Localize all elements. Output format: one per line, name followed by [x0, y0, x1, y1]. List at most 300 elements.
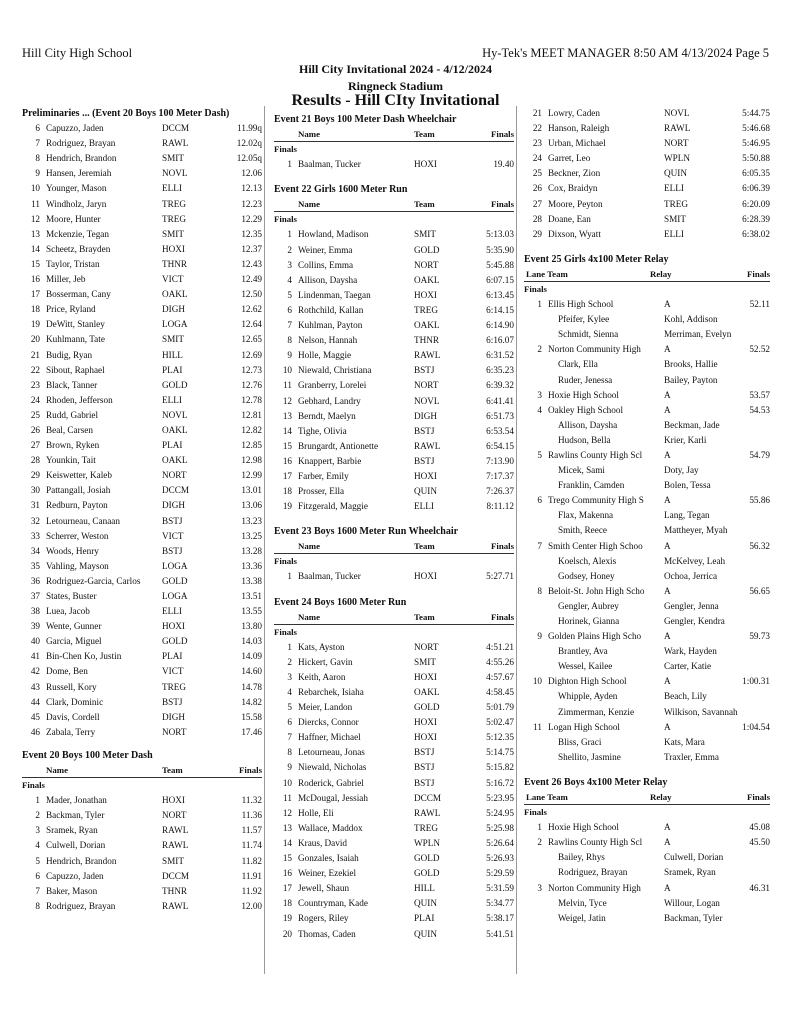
- finals-time: 6:28.39: [742, 213, 770, 224]
- finals-time: 12.69: [241, 349, 262, 360]
- relay-letter: A: [664, 822, 671, 833]
- meet-title: Hill City Invitational 2024 - 4/12/2024: [298, 62, 492, 76]
- result-row: [22, 793, 262, 808]
- finals-time: 5:31.59: [486, 883, 514, 894]
- athlete-name: Baalman, Tucker: [298, 159, 361, 170]
- column-header: Lane Team Relay Finals: [524, 267, 770, 282]
- runner-name: Melvin, Tyce: [558, 897, 607, 908]
- relay-members-row: [524, 554, 770, 569]
- athlete-name: Rodriguez, Brayan: [46, 900, 116, 911]
- place: 39: [30, 621, 40, 632]
- finals-time: 4:51.21: [486, 641, 514, 652]
- finals-time: 11.91: [241, 870, 262, 881]
- relay-letter: A: [664, 676, 671, 687]
- athlete-name: Mckenzie, Tegan: [46, 228, 109, 239]
- result-row: [22, 604, 262, 619]
- team-code: PLAI: [162, 364, 183, 375]
- team-code: DIGH: [162, 711, 185, 722]
- place: 1: [287, 641, 292, 652]
- finals-time: 5:25.98: [486, 822, 514, 833]
- result-row: [524, 121, 770, 136]
- finals-time: 5:45.88: [486, 259, 514, 270]
- relay-members-row: [524, 327, 770, 342]
- runner-name: Culwell, Dorian: [664, 852, 724, 863]
- result-row: [22, 302, 262, 317]
- relay-members-row: [524, 508, 770, 523]
- team-code: PLAI: [162, 440, 183, 451]
- place: 19: [30, 319, 40, 330]
- finals-time: 11.92: [241, 885, 262, 896]
- place: 26: [30, 424, 40, 435]
- place: 21: [30, 349, 40, 360]
- runner-name: Lang, Tegan: [664, 510, 710, 521]
- relay-members-row: [524, 599, 770, 614]
- finals-time: 13.23: [241, 515, 262, 526]
- team-code: TREG: [414, 822, 438, 833]
- runner-name: Wark, Hayden: [664, 646, 717, 657]
- result-row: [22, 649, 262, 664]
- column-header: Name Team Finals: [22, 763, 262, 778]
- athlete-name: Meier, Landon: [298, 702, 353, 713]
- finals-time: 6:54.15: [486, 440, 514, 451]
- team-name: Oakley High School: [548, 404, 624, 415]
- place: 9: [287, 762, 292, 773]
- place: 17: [30, 289, 40, 300]
- finals-time: 5:38.17: [486, 913, 514, 924]
- place: 14: [30, 243, 40, 254]
- finals-time: 54.53: [749, 404, 770, 415]
- result-row: [524, 212, 770, 227]
- athlete-name: Price, Ryland: [46, 304, 96, 315]
- athlete-name: Nelson, Hannah: [298, 335, 358, 346]
- relay-letter: A: [664, 449, 671, 460]
- relay-members-row: [524, 850, 770, 865]
- team-code: RAWL: [414, 350, 441, 361]
- place: 5: [287, 702, 292, 713]
- place: 20: [30, 334, 40, 345]
- finals-time: 7:26.37: [486, 486, 514, 497]
- athlete-name: Wallace, Maddox: [298, 822, 363, 833]
- athlete-name: Younkin, Tait: [46, 455, 96, 466]
- result-row: [274, 569, 514, 584]
- team-code: GOLD: [414, 853, 440, 864]
- athlete-name: Jewell, Shaun: [298, 883, 350, 894]
- relay-members-row: [524, 463, 770, 478]
- relay-members-row: [524, 896, 770, 911]
- runner-name: Allison, Daysha: [558, 419, 618, 430]
- relay-members-row: [524, 433, 770, 448]
- team-code: SMIT: [162, 334, 184, 345]
- runner-name: Mattheyer, Myah: [664, 525, 728, 536]
- column-header: Name Team Finals: [274, 197, 514, 212]
- result-row: [22, 664, 262, 679]
- place: 9: [537, 631, 542, 642]
- athlete-name: Brown, Ryken: [46, 440, 100, 451]
- athlete-name: Berndt, Maelyn: [298, 410, 356, 421]
- athlete-name: Rebarchek, Isiaha: [298, 687, 364, 697]
- finals-time: 11.82: [241, 855, 262, 866]
- place: 6: [287, 304, 292, 315]
- athlete-name: Brungardt, Antionette: [298, 440, 379, 451]
- runner-name: Clark, Ella: [558, 359, 598, 370]
- finals-time: 6:14.90: [486, 320, 514, 331]
- team-code: ELLI: [414, 501, 434, 512]
- team-code: OAKL: [414, 687, 440, 697]
- column-2: [274, 106, 514, 942]
- finals-time: 14.09: [241, 651, 262, 662]
- athlete-name: Beal, Carsen: [46, 424, 93, 435]
- finals-time: 5:16.72: [486, 777, 514, 788]
- athlete-name: Miller, Jeb: [46, 274, 86, 285]
- place: 8: [35, 153, 40, 164]
- results-title: Results - Hill CIty Invitational: [291, 92, 500, 109]
- finals-time: 12.78: [241, 394, 262, 405]
- team-name: Rawlins County High Scl: [548, 449, 643, 460]
- athlete-name: Roderick, Gabriel: [298, 777, 364, 788]
- runner-name: Shellito, Jasmine: [558, 751, 621, 762]
- relay-members-row: [524, 357, 770, 372]
- relay-letter: A: [664, 344, 671, 355]
- place: 18: [282, 898, 292, 909]
- finals-time: 12.73: [241, 364, 262, 375]
- team-code: DCCM: [162, 123, 190, 134]
- team-code: QUIN: [414, 928, 437, 939]
- finals-time: 13.51: [241, 591, 262, 601]
- place: 1: [537, 299, 542, 310]
- finals-time: 5:29.59: [486, 868, 514, 879]
- team-code: HOXI: [414, 717, 437, 728]
- finals-time: 59.73: [749, 631, 770, 642]
- team-code: RAWL: [414, 440, 441, 451]
- team-code: TREG: [414, 304, 438, 315]
- team-code: NORT: [664, 138, 689, 149]
- event-title: Event 25 Girls 4x100 Meter Relay: [524, 253, 669, 265]
- finals-time: 5:50.88: [742, 153, 770, 164]
- finals-time: 5:26.93: [486, 853, 514, 864]
- result-row: [274, 288, 514, 303]
- place: 4: [537, 404, 542, 415]
- place: 13: [282, 410, 292, 421]
- place: 24: [30, 394, 40, 405]
- team-code: LOGA: [162, 591, 188, 601]
- team-code: RAWL: [414, 807, 441, 818]
- team-code: NOVL: [162, 409, 188, 420]
- place: 4: [35, 840, 40, 851]
- finals-time: 17.46: [241, 726, 262, 737]
- place: 2: [287, 656, 292, 667]
- result-row: [22, 710, 262, 725]
- result-row: [274, 760, 514, 775]
- team-code: HOXI: [414, 159, 437, 170]
- relay-members-row: [524, 705, 770, 720]
- result-row: [274, 821, 514, 836]
- place: 27: [30, 440, 40, 451]
- finals-time: 6:13.45: [486, 289, 514, 300]
- finals-time: 12.85: [241, 440, 262, 451]
- relay-team-row: [524, 629, 770, 644]
- athlete-name: Lindenman, Taegan: [298, 289, 371, 300]
- place: 17: [282, 470, 292, 481]
- result-row: [274, 836, 514, 851]
- place: 11: [283, 792, 292, 803]
- finals-time: 56.65: [749, 585, 770, 596]
- result-row: [274, 333, 514, 348]
- relay-members-row: [524, 614, 770, 629]
- athlete-name: Hanson, Raleigh: [548, 123, 610, 134]
- finals-time: 5:26.64: [486, 837, 514, 848]
- place: 36: [30, 575, 40, 586]
- result-row: [274, 227, 514, 242]
- athlete-name: Zabala, Terry: [46, 726, 96, 737]
- finals-time: 13.28: [241, 545, 262, 556]
- relay-team-row: [524, 674, 770, 689]
- athlete-name: Allison, Daysha: [298, 274, 358, 285]
- place: 44: [30, 696, 40, 707]
- finals-time: 5:02.47: [486, 717, 514, 728]
- place: 2: [537, 837, 542, 848]
- runner-name: Rodriguez, Brayan: [558, 867, 628, 878]
- runner-name: Merriman, Evelyn: [664, 329, 732, 340]
- school-name: Hill City High School: [22, 46, 133, 60]
- result-row: [274, 670, 514, 685]
- athlete-name: Sibout, Raphael: [46, 364, 105, 375]
- place: 6: [35, 870, 40, 881]
- athlete-name: Gebhard, Landry: [298, 395, 361, 406]
- finals-time: 12.49: [241, 274, 262, 285]
- place: 35: [30, 560, 40, 571]
- runner-name: Schmidt, Sienna: [558, 329, 619, 340]
- finals-time: 6:07.15: [486, 274, 514, 285]
- finals-time: 6:51.73: [486, 410, 514, 421]
- relay-letter: A: [664, 882, 671, 893]
- result-row: [22, 136, 262, 151]
- column-1: [22, 106, 262, 914]
- finals-time: 11.57: [241, 825, 262, 836]
- place: 3: [287, 259, 292, 270]
- finals-time: 19.40: [493, 159, 514, 170]
- team-name: Dighton High School: [548, 676, 627, 687]
- place: 11: [283, 380, 292, 391]
- finals-time: 13.80: [241, 621, 262, 632]
- column-header: Name Team Finals: [274, 610, 514, 625]
- runner-name: Brantley, Ava: [558, 646, 608, 657]
- finals-time: 13.06: [241, 500, 262, 511]
- runner-name: Gengler, Jenna: [664, 600, 719, 611]
- place: 5: [537, 449, 542, 460]
- place: 5: [35, 855, 40, 866]
- finals-time: 55.86: [749, 495, 770, 506]
- relay-team-row: [524, 403, 770, 418]
- finals-time: 52.11: [749, 299, 770, 310]
- result-row: [22, 589, 262, 604]
- result-row: [22, 453, 262, 468]
- column-header: Name Team Finals: [274, 127, 514, 142]
- place: 9: [287, 350, 292, 361]
- place: 1: [287, 571, 292, 582]
- result-row: [22, 695, 262, 710]
- athlete-name: Bin-Chen Ko, Justin: [46, 651, 122, 662]
- result-row: [22, 242, 262, 257]
- place: 10: [30, 183, 40, 194]
- relay-team-row: [524, 820, 770, 835]
- finals-time: 46.31: [749, 882, 770, 893]
- finals-time: 11.99q: [237, 123, 262, 134]
- athlete-name: Capuzzo, Jaden: [46, 870, 104, 881]
- team-code: OAKL: [414, 320, 440, 331]
- team-code: BSTJ: [414, 747, 435, 758]
- team-code: OAKL: [162, 289, 188, 300]
- athlete-name: Kuhlmann, Tate: [46, 334, 105, 345]
- team-code: HOXI: [162, 621, 185, 632]
- finals-time: 12.43: [241, 258, 262, 269]
- result-row: [22, 272, 262, 287]
- team-code: RAWL: [162, 900, 189, 911]
- place: 7: [537, 540, 542, 551]
- result-row: [274, 348, 514, 363]
- relay-members-row: [524, 373, 770, 388]
- finals-time: 6:14.15: [486, 304, 514, 315]
- place: 1: [537, 822, 542, 833]
- result-row: [22, 227, 262, 242]
- place: 23: [30, 379, 40, 390]
- athlete-name: Niewald, Christiana: [298, 365, 372, 376]
- athlete-name: Collins, Emma: [298, 259, 354, 270]
- place: 32: [30, 515, 40, 526]
- place: 13: [282, 822, 292, 833]
- result-row: [274, 318, 514, 333]
- place: 17: [282, 883, 292, 894]
- place: 19: [282, 913, 292, 924]
- finals-time: 4:58.45: [486, 687, 514, 697]
- team-code: OAKL: [162, 455, 188, 466]
- athlete-name: Budig, Ryan: [46, 349, 93, 360]
- place: 33: [30, 530, 40, 541]
- finals-time: 13.25: [241, 530, 262, 541]
- place: 16: [282, 455, 292, 466]
- team-code: OAKL: [162, 424, 188, 435]
- finals-time: 12.81: [241, 409, 262, 420]
- athlete-name: Backman, Tyler: [46, 810, 105, 821]
- athlete-name: Weiner, Ezekiel: [298, 868, 357, 879]
- finals-time: 11.74: [241, 840, 262, 851]
- place: 18: [282, 486, 292, 497]
- team-code: PLAI: [414, 913, 435, 924]
- place: 42: [30, 666, 40, 677]
- finals-time: 13.38: [241, 575, 262, 586]
- runner-name: Zimmerman, Kenzie: [558, 706, 635, 717]
- team-code: ELLI: [664, 228, 684, 239]
- place: 15: [282, 440, 292, 451]
- finals-time: 45.50: [749, 837, 770, 848]
- relay-team-row: [524, 584, 770, 599]
- team-code: ELLI: [664, 183, 684, 194]
- result-row: [274, 378, 514, 393]
- relay-letter: A: [664, 721, 671, 732]
- athlete-name: Urban, Michael: [548, 138, 606, 149]
- meet-venue: Ringneck Stadium: [347, 79, 444, 93]
- athlete-name: Wente, Gunner: [46, 621, 102, 632]
- place: 3: [35, 825, 40, 836]
- team-code: DCCM: [162, 870, 190, 881]
- athlete-name: Farber, Emily: [298, 470, 349, 481]
- finals-time: 15.58: [241, 711, 262, 722]
- team-code: DIGH: [162, 500, 185, 511]
- place: 15: [282, 853, 292, 864]
- relay-members-row: [524, 750, 770, 765]
- relay-members-row: [524, 735, 770, 750]
- athlete-name: Kraus, David: [298, 837, 347, 848]
- event-title: Event 26 Boys 4x100 Meter Relay: [524, 776, 668, 788]
- finals-time: 13.55: [241, 606, 262, 617]
- place: 7: [35, 138, 40, 149]
- finals-time: 5:23.95: [486, 792, 514, 803]
- athlete-name: Dixson, Wyatt: [548, 228, 601, 239]
- place: 10: [282, 365, 292, 376]
- team-code: RAWL: [162, 840, 189, 851]
- place: 7: [287, 732, 292, 743]
- result-row: [524, 181, 770, 196]
- finals-time: 13.36: [241, 560, 262, 571]
- team-name: Norton Community High: [548, 344, 641, 355]
- athlete-name: Vahling, Mayson: [46, 560, 109, 571]
- team-code: LOGA: [162, 319, 188, 330]
- result-row: [22, 287, 262, 302]
- result-row: [22, 559, 262, 574]
- result-row: [274, 685, 514, 700]
- finals-time: 12.65: [241, 334, 262, 345]
- round-label: Finals: [274, 626, 297, 637]
- relay-letter: A: [664, 404, 671, 415]
- place: 25: [532, 168, 542, 179]
- runner-name: Sramek, Ryan: [664, 867, 716, 878]
- athlete-name: Mader, Jonathan: [46, 795, 107, 806]
- team-code: ELLI: [162, 394, 182, 405]
- team-code: THNR: [414, 335, 440, 346]
- result-row: [22, 514, 262, 529]
- finals-time: 7:17.37: [486, 470, 514, 481]
- finals-time: 6:31.52: [486, 350, 514, 361]
- finals-time: 56.32: [749, 540, 770, 551]
- athlete-name: Gonzales, Isaiah: [298, 853, 359, 864]
- team-code: HILL: [414, 883, 435, 894]
- athlete-name: Kats, Ayston: [298, 641, 345, 652]
- athlete-name: Hansen, Jeremiah: [46, 168, 112, 179]
- finals-time: 5:13.03: [486, 229, 514, 240]
- result-row: [274, 866, 514, 881]
- athlete-name: Moore, Peyton: [548, 198, 603, 209]
- athlete-name: Granberry, Lorelei: [298, 380, 367, 391]
- team-code: SMIT: [664, 213, 686, 224]
- place: 8: [287, 747, 292, 758]
- relay-members-row: [524, 569, 770, 584]
- finals-time: 5:27.71: [486, 571, 514, 582]
- place: 27: [532, 198, 542, 209]
- result-row: [22, 498, 262, 513]
- result-row: [274, 394, 514, 409]
- athlete-name: Moore, Hunter: [46, 213, 101, 224]
- result-row: [274, 499, 514, 514]
- team-code: THNR: [162, 885, 188, 896]
- athlete-name: Baker, Mason: [46, 885, 98, 896]
- result-row: [22, 468, 262, 483]
- place: 34: [30, 545, 40, 556]
- result-row: [274, 700, 514, 715]
- round-label: Finals: [524, 807, 547, 818]
- team-code: BSTJ: [162, 515, 183, 526]
- team-name: Hoxie High School: [548, 389, 619, 400]
- runner-name: Traxler, Emma: [664, 751, 719, 762]
- team-code: TREG: [664, 198, 688, 209]
